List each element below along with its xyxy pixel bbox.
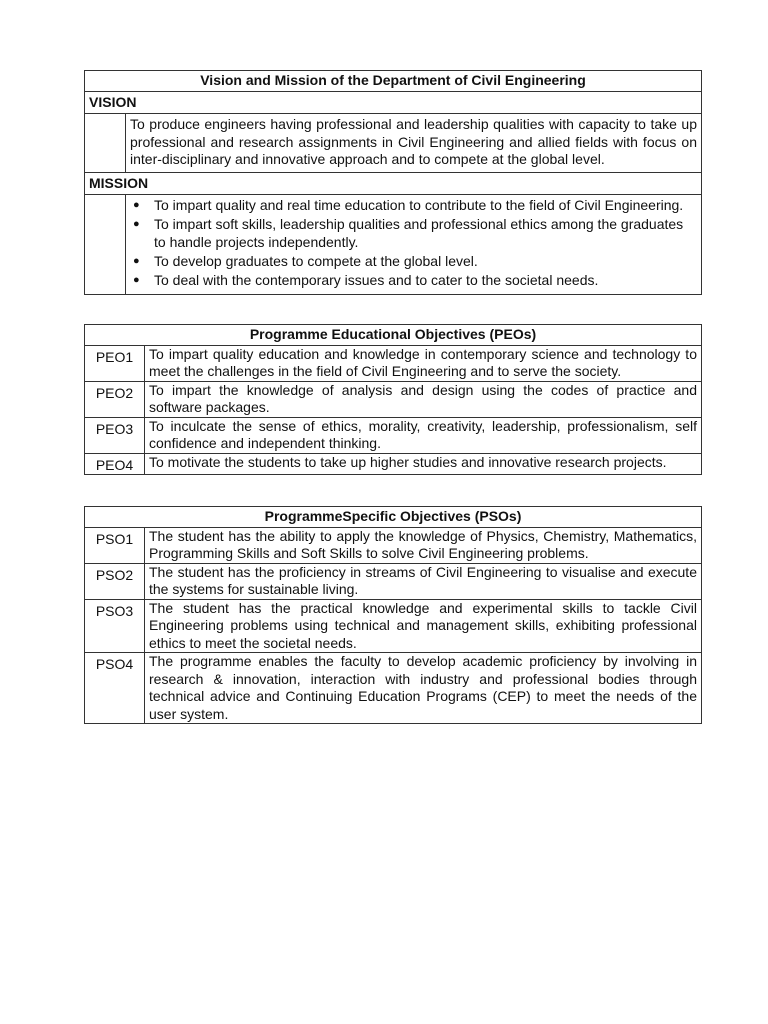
- pso-code: PSO1: [85, 527, 145, 563]
- mission-item-text: To impart quality and real time education to contribute to the field of Civil Engineering.: [154, 197, 684, 213]
- peo-text: To motivate the students to take up higher studies and innovative research projects.: [145, 453, 702, 475]
- peo-code: PEO2: [85, 381, 145, 417]
- table-row: [85, 599, 702, 653]
- table-row: [85, 563, 702, 599]
- mission-item: [130, 253, 697, 271]
- bullet-icon: ●: [133, 273, 140, 286]
- pso-title: ProgrammeSpecific Objectives (PSOs): [85, 507, 702, 528]
- mission-cell: [126, 195, 702, 295]
- mission-indent-cell: [85, 195, 126, 295]
- peo-text: To inculcate the sense of ethics, morality, creativity, leadership, professionalism, self confidence and independent thinking.: [145, 417, 702, 453]
- peo-text: To impart the knowledge of analysis and design using the codes of practice and software packages.: [145, 381, 702, 417]
- peo-code: PEO1: [85, 345, 145, 381]
- table-row: [85, 381, 702, 417]
- bullet-icon: ●: [133, 254, 140, 267]
- mission-item-text: To deal with the contemporary issues and to cater to the societal needs.: [154, 271, 599, 288]
- table-row: [85, 653, 702, 724]
- pso-text: The student has the proficiency in streams of Civil Engineering to visualise and execute the systems for sustainable living.: [145, 563, 702, 599]
- vision-indent-cell: [85, 114, 126, 173]
- mission-item: [130, 272, 697, 290]
- mission-item-text: To impart soft skills, leadership qualities and professional ethics among the graduates to handle projects independently.: [154, 216, 684, 250]
- pso-table: [84, 506, 702, 724]
- peo-title: Programme Educational Objectives (PEOs): [85, 325, 702, 346]
- table-row: [85, 417, 702, 453]
- mission-item: [130, 216, 697, 251]
- vision-mission-table: [84, 70, 702, 295]
- mission-item-text: To develop graduates to compete at the global level.: [154, 252, 478, 269]
- table-row: [85, 453, 702, 475]
- vision-heading: VISION: [85, 91, 702, 114]
- peo-code: PEO4: [85, 453, 145, 475]
- table-row: [85, 345, 702, 381]
- peo-text: To impart quality education and knowledge in contemporary science and technology to meet the challenges in the field of Civil Engineering and to serve the society.: [145, 345, 702, 381]
- vision-mission-title: Vision and Mission of the Department of Civil Engineering: [85, 71, 702, 92]
- mission-list: [130, 195, 697, 294]
- table-row: [85, 527, 702, 563]
- bullet-icon: ●: [133, 218, 140, 230]
- pso-text: The programme enables the faculty to develop academic proficiency by involving in research & innovation, interaction with industry and professional bodies through technical advice and Continuing Education Programs (CEP) to meet the needs of the user system.: [145, 653, 702, 724]
- mission-item: [130, 197, 697, 215]
- mission-heading: MISSION: [85, 172, 702, 195]
- vision-text: To produce engineers having professional and leadership qualities with capacity to take up professional and research assignments in Civil Engineering and allied fields with focus on inter-disciplinary and innovative approach and to compete at the global level.: [126, 114, 702, 173]
- bullet-icon: ●: [133, 199, 140, 211]
- pso-code: PSO2: [85, 563, 145, 599]
- pso-text: The student has the ability to apply the knowledge of Physics, Chemistry, Mathematics, Programming Skills and Soft Skills to solve Civil Engineering problems.: [145, 527, 702, 563]
- peo-code: PEO3: [85, 417, 145, 453]
- pso-code: PSO4: [85, 653, 145, 724]
- pso-text: The student has the practical knowledge and experimental skills to tackle Civil Engineering problems using technical and management skills, exhibiting professional ethics to meet the societal needs.: [145, 599, 702, 653]
- peo-table: [84, 324, 702, 475]
- pso-code: PSO3: [85, 599, 145, 653]
